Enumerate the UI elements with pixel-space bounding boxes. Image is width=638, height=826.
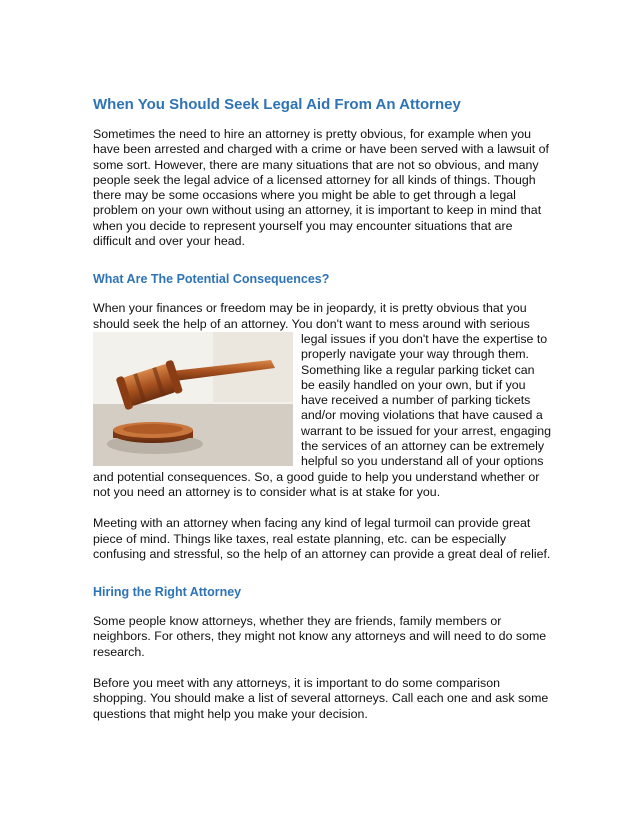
section-heading-consequences: What Are The Potential Consequences? xyxy=(93,272,330,287)
consequences-paragraph-lead: When your finances or freedom may be in jeopardy, it is pretty obvious that you should seek the help of an attorney. You don't want to mess around with serious xyxy=(93,301,530,331)
intro-paragraph: Sometimes the need to hire an attorney is pretty obvious, for example when you have been arrested and charged with a crime or have been served with a lawsuit of some sort. However, there are many situations that are not so obvious, and many people seek the legal advice of a licensed attorney for all kinds of things. Though there may be some occasions where you might be able to get through a legal problem on your own without using an attorney, it is important to keep in mind that when you decide to represent yourself you may encounter situations that are difficult and over your head. xyxy=(93,127,549,249)
gavel-image xyxy=(93,332,293,466)
section-heading-hiring: Hiring the Right Attorney xyxy=(93,585,242,600)
gavel-illustration xyxy=(93,332,293,466)
document-page xyxy=(93,96,551,738)
hiring-paragraph-1: Some people know attorneys, whether they are friends, family members or neighbors. For others, they might not know any attorneys and will need to do some research. xyxy=(93,614,547,659)
consequences-paragraph-wrap: legal issues if you don't have the expertise to properly navigate your way through them. Something like a regular parking ticket can be easily handled on your own, but if you have received a number of parking tickets and/or moving violations that have caused a warrant to be issued for your arrest, engaging the services of an attorney can be extremely helpful so you understand all of your options and potential consequences. So, a good guide to help you understand whether or not you need an attorney is to consider what is at stake for you. xyxy=(93,331,552,499)
hiring-paragraph-2: Before you meet with any attorneys, it is important to do some comparison shopping. You should make a list of several attorneys. Call each one and ask some questions that might help you make your decision. xyxy=(93,676,549,721)
consequences-paragraph-continued xyxy=(93,332,551,500)
article-title: When You Should Seek Legal Aid From An Attorney xyxy=(93,96,461,113)
consequences-paragraph xyxy=(93,301,551,332)
peace-of-mind-paragraph: Meeting with an attorney when facing any kind of legal turmoil can provide great piece of mind. Things like taxes, real estate planning, etc. can be especially confusing and stressful, so the help of an attorney can provide a great deal of relief. xyxy=(93,516,551,561)
